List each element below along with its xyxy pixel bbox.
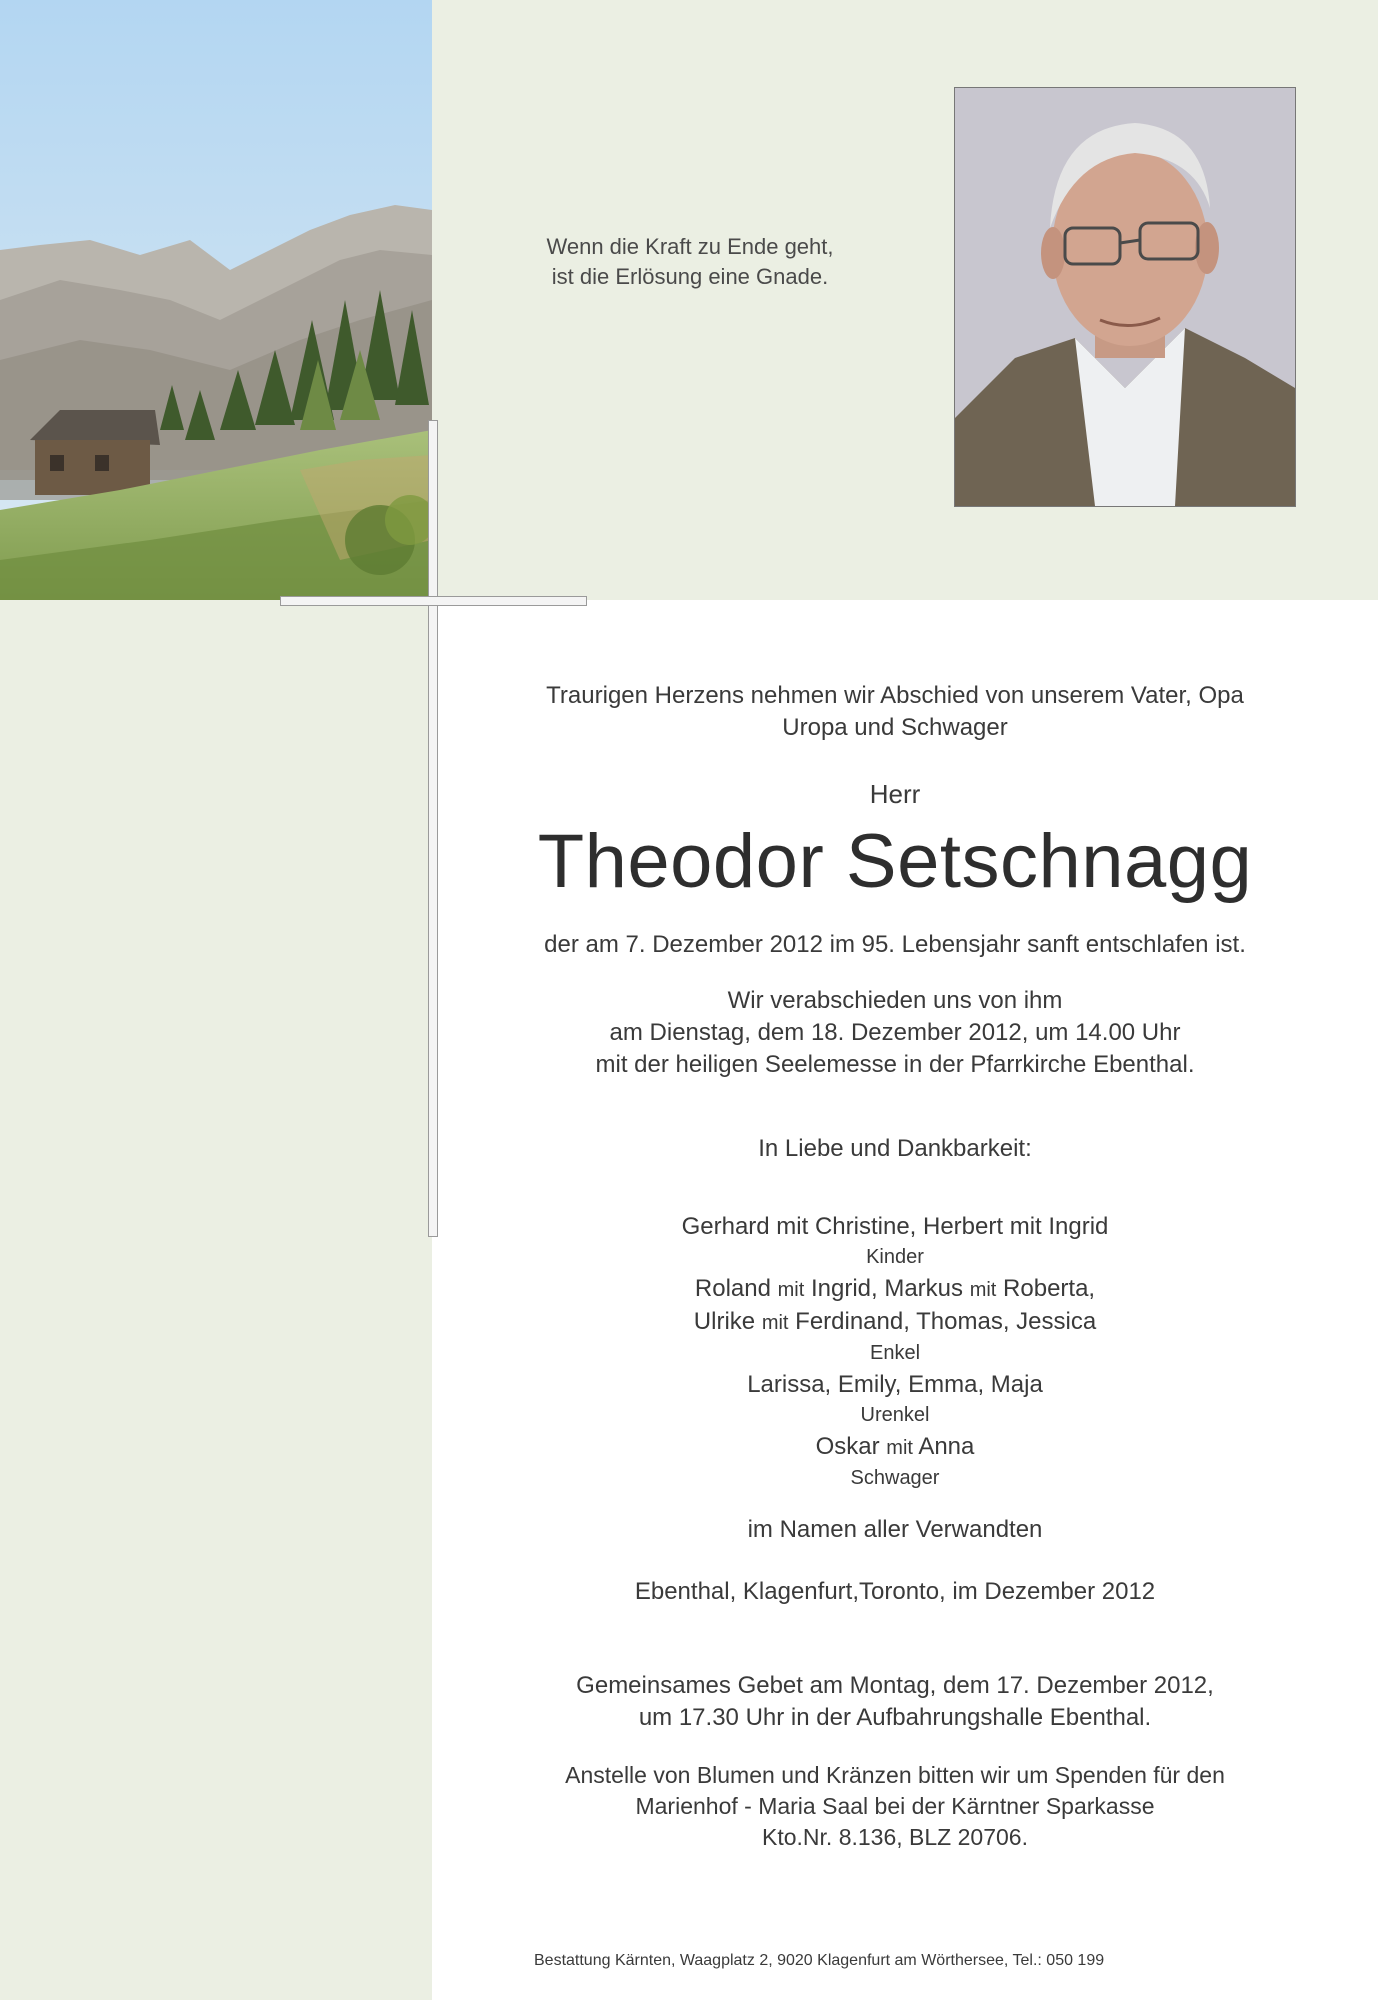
grandchild-name: Roberta, [1003,1275,1096,1302]
farewell-line-2: am Dienstag, dem 18. Dezember 2012, um 14.00 Uhr [609,1019,1181,1046]
prayer-notice [440,1670,1350,1734]
mit-connector: mit [886,1437,913,1459]
mit-connector: mit [777,1279,805,1301]
quote-line-1: Wenn die Kraft zu Ende geht, [546,234,834,259]
grandchild-name: Roland [694,1275,771,1302]
place-date: Ebenthal, Klagenfurt,Toronto, im Dezember 2012 [634,1578,1156,1605]
quote-line-2: ist die Erlösung eine Gnade. [551,264,829,289]
farewell-text [440,985,1350,1081]
grandchildren-line-2 [440,1306,1350,1339]
donation-line-3: Kto.Nr. 8.136, BLZ 20706. [762,1824,1028,1850]
brother-in-law-names [440,1431,1350,1464]
relatives-line: im Namen aller Verwandten [747,1516,1043,1543]
grandchild-name: Ulrike [693,1308,756,1335]
mit-connector: mit [761,1312,789,1334]
intro-text [440,680,1350,744]
portrait-photo [954,87,1296,507]
alpine-landscape-image [0,0,432,600]
grandchild-name: Ferdinand, Thomas, Jessica [795,1308,1097,1335]
mourners-list [440,1211,1350,1492]
memorial-quote [470,232,910,292]
grandchildren-line-1 [440,1273,1350,1306]
funeral-home-footer: Bestattung Kärnten, Waagplatz 2, 9020 Klagenfurt am Wörthersee, Tel.: 050 199 [534,1952,1105,1969]
brother-in-law-name: Oskar [815,1433,880,1460]
prayer-line-2: um 17.30 Uhr in der Aufbahrungshalle Ebenthal. [638,1704,1152,1731]
brother-in-law-name: Anna [918,1433,975,1460]
donation-line-2: Marienhof - Maria Saal bei der Kärntner Sparkasse [635,1793,1155,1819]
cross-vertical-bar [428,420,438,1237]
donation-line-1: Anstelle von Blumen und Kränzen bitten wir um Spenden für den [565,1762,1225,1788]
children-label: Kinder [866,1246,924,1268]
prayer-line-1: Gemeinsames Gebet am Montag, dem 17. Dezember 2012, [576,1672,1214,1699]
farewell-line-1: Wir verabschieden uns von ihm [727,987,1063,1014]
salutation: Herr [869,779,921,809]
deceased-name: Theodor Setschnagg [537,819,1253,904]
intro-line-1: Traurigen Herzens nehmen wir Abschied von unserem Vater, Opa [546,682,1244,709]
donation-notice [440,1760,1350,1853]
obituary-text [440,680,1350,1853]
gratitude-line: In Liebe und Dankbarkeit: [758,1135,1032,1162]
great-grandchildren-names: Larissa, Emily, Emma, Maja [747,1371,1043,1398]
grandchild-name: Ingrid, Markus [810,1275,964,1302]
mit-connector: mit [969,1279,997,1301]
cross-horizontal-bar [280,596,587,606]
children-names: Gerhard mit Christine, Herbert mit Ingrid [681,1213,1109,1240]
great-grandchildren-label: Urenkel [860,1404,930,1426]
left-background-band [0,600,432,2000]
death-notice: der am 7. Dezember 2012 im 95. Lebensjahr sanft entschlafen ist. [544,931,1246,958]
intro-line-2: Uropa und Schwager [782,714,1008,741]
brother-in-law-label: Schwager [850,1467,940,1489]
farewell-line-3: mit der heiligen Seelemesse in der Pfarrkirche Ebenthal. [595,1051,1195,1078]
grandchildren-label: Enkel [869,1342,921,1364]
